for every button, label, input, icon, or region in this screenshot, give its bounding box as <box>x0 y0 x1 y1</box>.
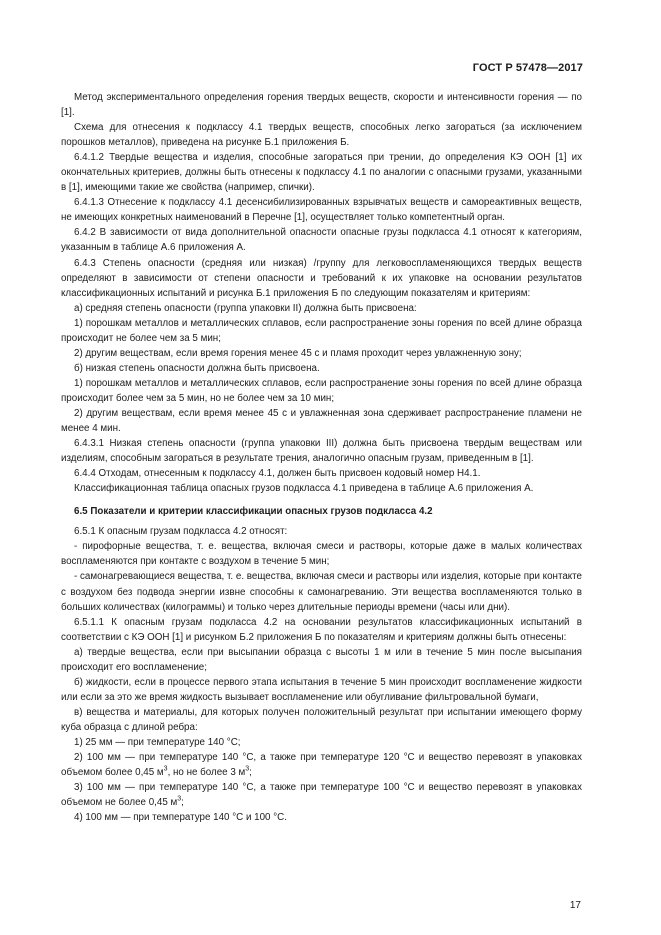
list-item: 1) порошкам металлов и металлических сплавов, если распространение зоны горения по всей длине образца происходит более чем за 5 мин, но не более чем за 10 мин; <box>61 377 582 404</box>
item-text: ; <box>181 797 184 809</box>
list-item: 2) другим веществам, если время горения менее 45 с и пламя проходит через увлажненную зону; <box>74 347 522 359</box>
list-item: б) низкая степень опасности должна быть присвоена. <box>74 362 320 374</box>
superscript: 3 <box>177 795 182 803</box>
list-item <box>61 780 582 810</box>
paragraph: 6.5.1 К опасным грузам подкласса 4.2 относят: <box>74 526 288 538</box>
paragraph: 6.4.4 Отходам, отнесенным к подклассу 4.1, должен быть присвоен кодовый номер Н4.1. <box>74 468 481 480</box>
superscript: 3 <box>163 765 168 773</box>
list-item: 2) другим веществам, если время менее 45 с и увлажненная зона сдерживает распространение пламени не менее 4 мин. <box>61 407 582 435</box>
section-heading: 6.5 Показатели и критерии классификации опасных грузов подкласса 4.2 <box>74 506 433 518</box>
paragraph: 6.4.3.1 Низкая степень опасности (группа упаковки III) должна быть присвоена твердым веществам или изделиям, способным загораться в результате трения, аналогично опасным грузам, приведенным в [1]. <box>61 438 582 465</box>
item-text: , но не более 3 м <box>167 767 246 779</box>
paragraph: 6.4.1.2 Твердые вещества и изделия, способные загораться при трении, до определения КЭ ООН [1] их окончательных критериев, должны быть отнесены к подклассу 4.1 по аналогии с опасными грузами, указанными в [1], имеющими такие же свойства (например, спички). <box>61 152 582 194</box>
paragraph: 6.4.1.3 Отнесение к подклассу 4.1 десенсибилизированных взрывчатых веществ и самореактивных веществ, не имеющих конкретных наименований в Перечне [1], осуществляет только компетентный орган. <box>61 197 582 224</box>
paragraph: Метод экспериментального определения горения твердых веществ, скорости и интенсивности горения — по [1]. <box>61 92 582 119</box>
paragraph: 6.4.3 Степень опасности (средняя или низкая) /группу для легковоспламеняющихся твердых веществ определяют в зависимости от степени опасности и требований к их упаковке на основании результатов классификационных испытаний и рисунка Б.1 приложения Б по следующим показателям и критериям: <box>61 257 582 299</box>
list-item: 1) 25 мм — при температуре 140 °С; <box>74 736 241 748</box>
list-item: 1) порошкам металлов и металлических сплавов, если распространение зоны горения по всей длине образца происходит не более чем за 5 мин; <box>61 317 582 344</box>
list-item: - самонагревающиеся вещества, т. е. вещества, включая смеси и растворы или изделия, которые при контакте с воздухом без подвода энергии извне способны к самонагреванию. Эти вещества воспламеняются только в больших количествах (килограммы) и только через длительные периоды времени (часы или дни). <box>61 571 582 613</box>
paragraph: 6.4.2 В зависимости от вида дополнительной опасности опасные грузы подкласса 4.1 относят к категориям, указанным в таблице А.6 приложения А. <box>61 227 582 254</box>
list-item: - пирофорные вещества, т. е. вещества, включая смеси и растворы, которые даже в малых количествах воспламеняются при контакте с воздухом в течение 5 мин; <box>61 541 582 568</box>
superscript: 3 <box>245 765 250 773</box>
item-text: ; <box>249 767 252 779</box>
page-number: 17 <box>569 900 581 911</box>
paragraph: Схема для отнесения к подклассу 4.1 твердых веществ, способных легко загораться (за исключением порошков металлов), приведена на рисунке Б.1 приложения Б. <box>61 122 582 149</box>
standard-designation: ГОСТ Р 57478—2017 <box>472 62 583 74</box>
paragraph: 6.5.1.1 К опасным грузам подкласса 4.2 на основании результатов классификационных испытаний в соответствии с КЭ ООН [1] и рисунком Б.2 приложения Б по показателям и критериям должны быть отнесены: <box>61 616 582 643</box>
item-text: 3) 100 мм — при температуре 140 °С, а также при температуре 100 °С и вещество перевозят в упаковках объемом не более 0,45 м <box>61 782 582 809</box>
list-item: б) жидкости, если в процессе первого этапа испытания в течение 5 мин происходит воспламенение жидкости или если за это же время жидкость вызывает воспламенение или обугливание фильтровальной бумаги, <box>61 676 582 703</box>
list-item: а) средняя степень опасности (группа упаковки II) должна быть присвоена: <box>74 302 417 314</box>
body-text <box>61 90 582 825</box>
item-text: 2) 100 мм — при температуре 140 °С, а также при температуре 120 °С и вещество перевозят в упаковках объемом более 0,45 м <box>61 752 582 779</box>
list-item: в) вещества и материалы, для которых получен положительный результат при испытании имеющего форму куба образца с длиной ребра: <box>61 706 582 733</box>
list-item: 4) 100 мм — при температуре 140 °С и 100 °С. <box>74 812 287 824</box>
paragraph: Классификационная таблица опасных грузов подкласса 4.1 приведена в таблице А.6 приложения А. <box>74 483 534 495</box>
list-item: а) твердые вещества, если при высыпании образца с высоты 1 м или в течение 5 мин после высыпания происходит его воспламенение; <box>61 646 582 673</box>
list-item <box>61 750 582 780</box>
